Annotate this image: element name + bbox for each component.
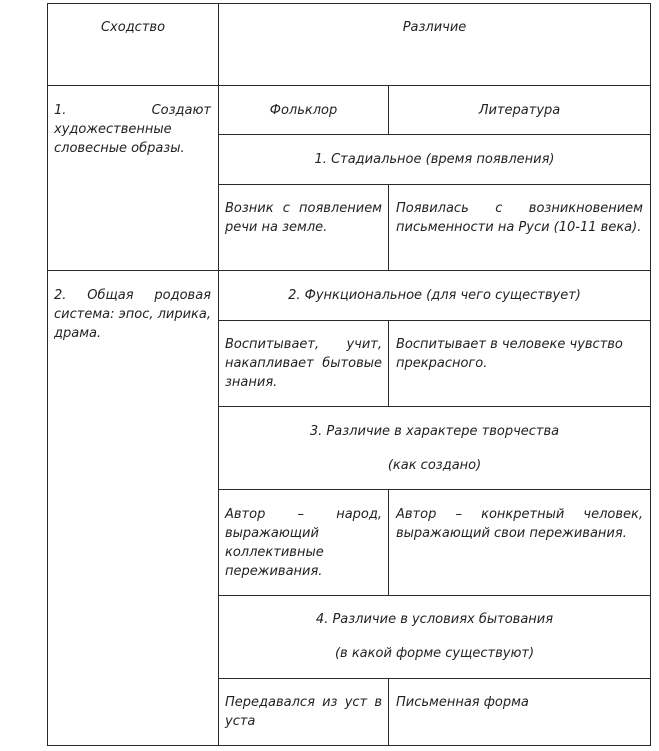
literature-cell: Воспитывает в человеке чувство прекрасного.	[396, 337, 623, 371]
header-similarity: Сходство	[100, 20, 166, 35]
row-divider	[47, 270, 651, 271]
row-divider	[218, 489, 651, 490]
table-border-right	[650, 3, 651, 746]
row-divider	[218, 678, 651, 679]
folklore-cell: Автор – народ, выражающий коллективные переживания.	[225, 507, 382, 579]
subheader-literature: Литература	[478, 103, 561, 118]
folklore-cell: Возник с появлением речи на земле.	[225, 201, 382, 235]
similarity-2: 2. Общая родовая система: эпос, лирика, драма.	[54, 288, 212, 341]
column-divider	[388, 320, 389, 407]
row-divider	[218, 134, 651, 135]
column-divider	[388, 184, 389, 271]
literature-cell: Письменная форма	[396, 695, 529, 710]
section-title: 4. Различие в условиях бытования	[315, 612, 554, 627]
header-difference: Различие	[402, 20, 467, 35]
section-title: 2. Функциональное (для чего существует)	[288, 288, 581, 303]
section-subtitle: (как создано)	[387, 458, 482, 473]
table-border-bottom	[47, 745, 651, 746]
row-divider	[47, 85, 651, 86]
row-divider	[218, 595, 651, 596]
column-divider	[388, 678, 389, 746]
table-border-left	[47, 3, 48, 746]
folklore-cell: Воспитывает, учит, накапливает бытовые знания.	[225, 337, 382, 390]
row-divider	[218, 184, 651, 185]
subheader-folklore: Фольклор	[269, 103, 338, 118]
row-divider	[218, 320, 651, 321]
section-title: 1. Стадиальное (время появления)	[314, 152, 555, 167]
section-subtitle: (в какой форме существуют)	[334, 646, 535, 661]
column-divider	[388, 489, 389, 596]
section-title: 3. Различие в характере творчества	[309, 424, 560, 439]
literature-cell: Автор – конкретный человек, выражающий свои переживания.	[396, 507, 643, 541]
folklore-cell: Передавался из уст в уста	[225, 695, 382, 729]
literature-cell: Появилась с возникновением письменности на Руси (10-11 века).	[396, 201, 643, 235]
similarity-1: 1. Создают художественные словесные образы.	[54, 103, 211, 156]
table-border-top	[47, 3, 651, 4]
row-divider	[218, 406, 651, 407]
